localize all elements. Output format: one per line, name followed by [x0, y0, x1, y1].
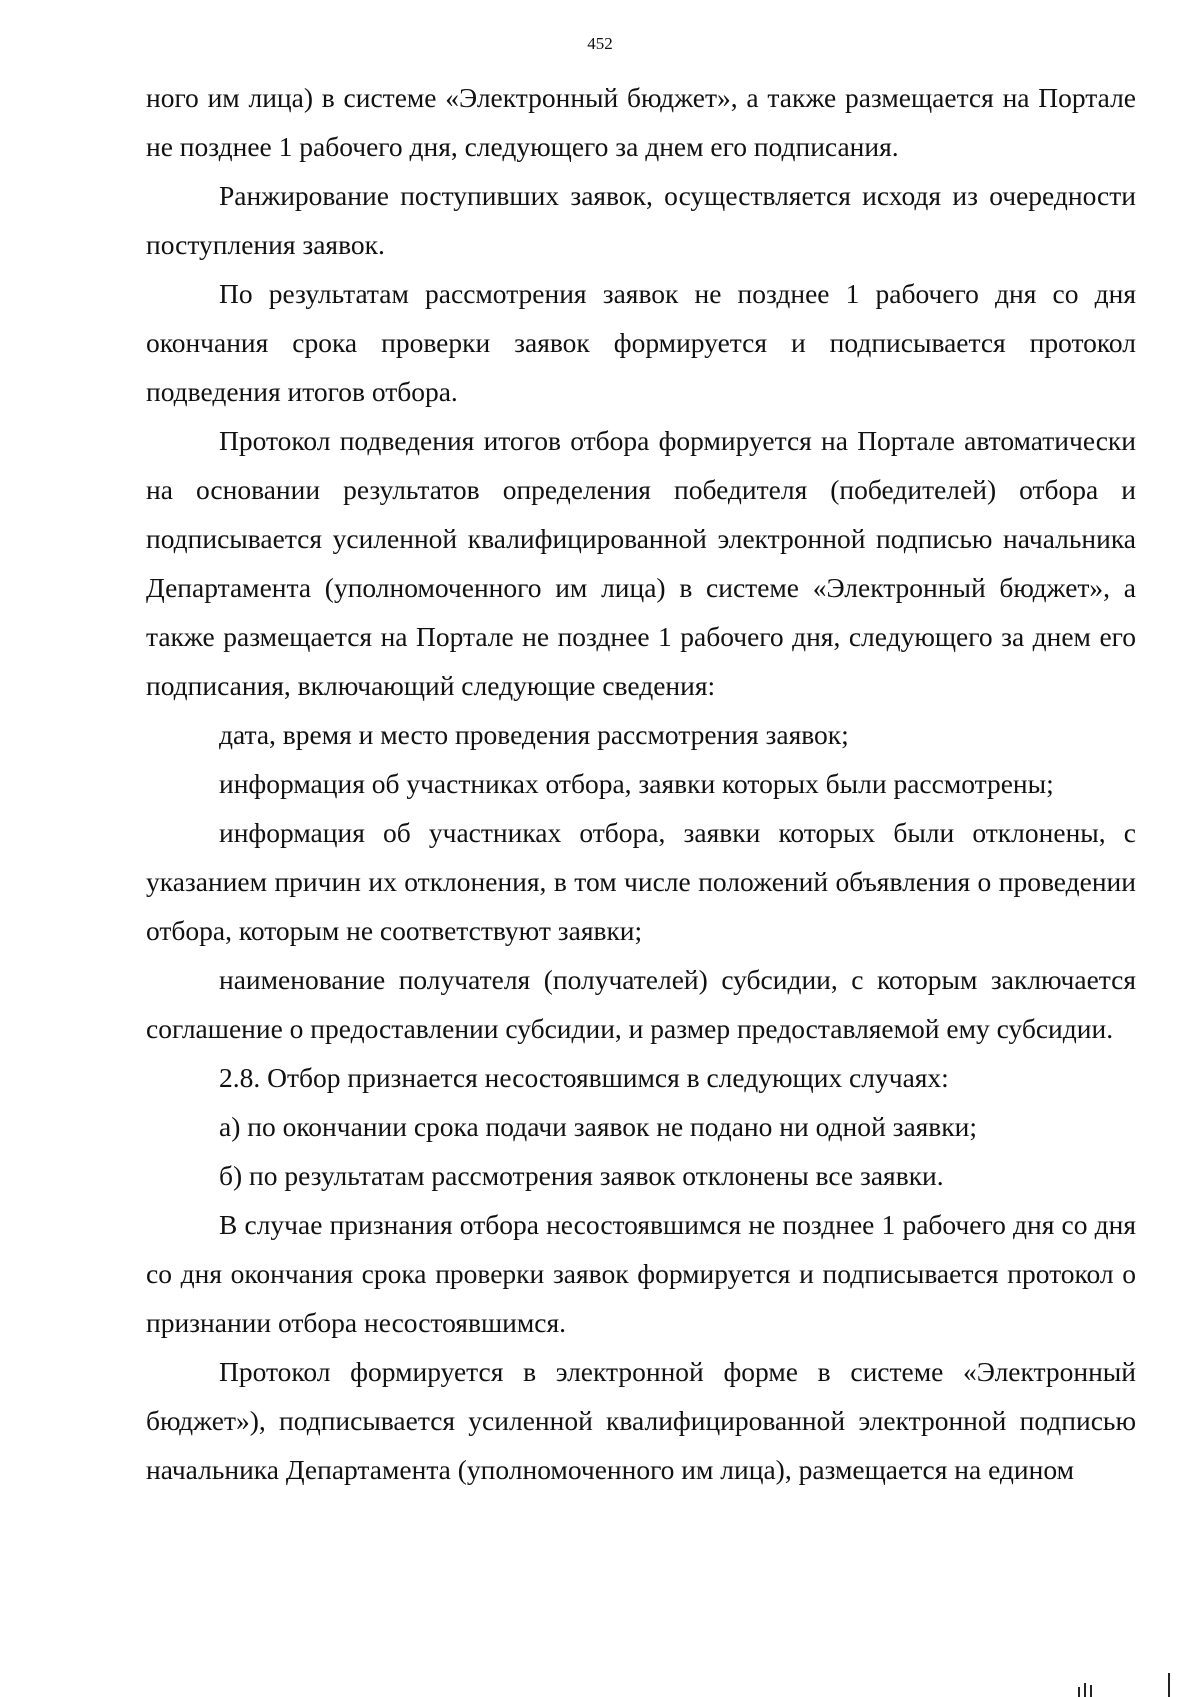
case-a: а) по окончании срока подачи заявок не подано ни одной заявки;: [219, 1111, 977, 1142]
paragraph-failed-selection: В случае признания отбора несостоявшимся не позднее 1 рабочего дня со дня со дня окончания срока проверки заявок формируется и подписывается протокол о признании отбора несостоявшимся.: [146, 1209, 1136, 1338]
page-number: 452: [587, 34, 613, 53]
list-item-recipient: наименование получателя (получателей) субсидии, с которым заключается соглашение о предоставлении субсидии, и размер предоставляемой ему субсидии.: [146, 964, 1136, 1044]
scan-mark: [1168, 1673, 1170, 1697]
paragraph-protocol: Протокол подведения итогов отбора формируется на Портале автоматически на основании результатов определения победителя (победителей) отбора и подписывается усиленной квалифицированной электронной подписью начальника Департамента (уполномоченного им лица) в системе «Электронный бюджет», а также размещается на Портале не позднее 1 рабочего дня, следующего за днем его подписания, включающий следующие сведения:: [146, 425, 1136, 701]
scan-mark: [1078, 1687, 1080, 1697]
list-item-rejected: информация об участниках отбора, заявки которых были отклонены, с указанием причин их отклонения, в том числе положений объявления о проведении отбора, которым не соответствуют заявки;: [146, 817, 1136, 946]
scan-mark: [1084, 1683, 1086, 1697]
paragraph-ranking: Ранжирование поступивших заявок, осуществляется исходя из очередности поступления заявок.: [146, 180, 1136, 260]
paragraph-continuation: ного им лица) в системе «Электронный бюджет», а также размещается на Портале не позднее 1 рабочего дня, следующего за днем его подписания.: [146, 82, 1136, 162]
paragraph-protocol-electronic: Протокол формируется в электронной форме в системе «Электронный бюджет»), подписывается усиленной квалифицированной электронной подписью начальника Департамента (уполномоченного им лица), размещается на едином: [146, 1356, 1136, 1485]
document-body: [146, 73, 1136, 1494]
scan-mark: [1090, 1685, 1092, 1697]
case-b: б) по результатам рассмотрения заявок отклонены все заявки.: [219, 1160, 944, 1191]
list-item-date: дата, время и место проведения рассмотрения заявок;: [219, 719, 849, 750]
section-2-8-heading: 2.8. Отбор признается несостоявшимся в следующих случаях:: [219, 1062, 949, 1093]
paragraph-review-results: По результатам рассмотрения заявок не позднее 1 рабочего дня со дня окончания срока проверки заявок формируется и подписывается протокол подведения итогов отбора.: [146, 278, 1136, 407]
list-item-reviewed: информация об участниках отбора, заявки которых были рассмотрены;: [219, 768, 1054, 799]
